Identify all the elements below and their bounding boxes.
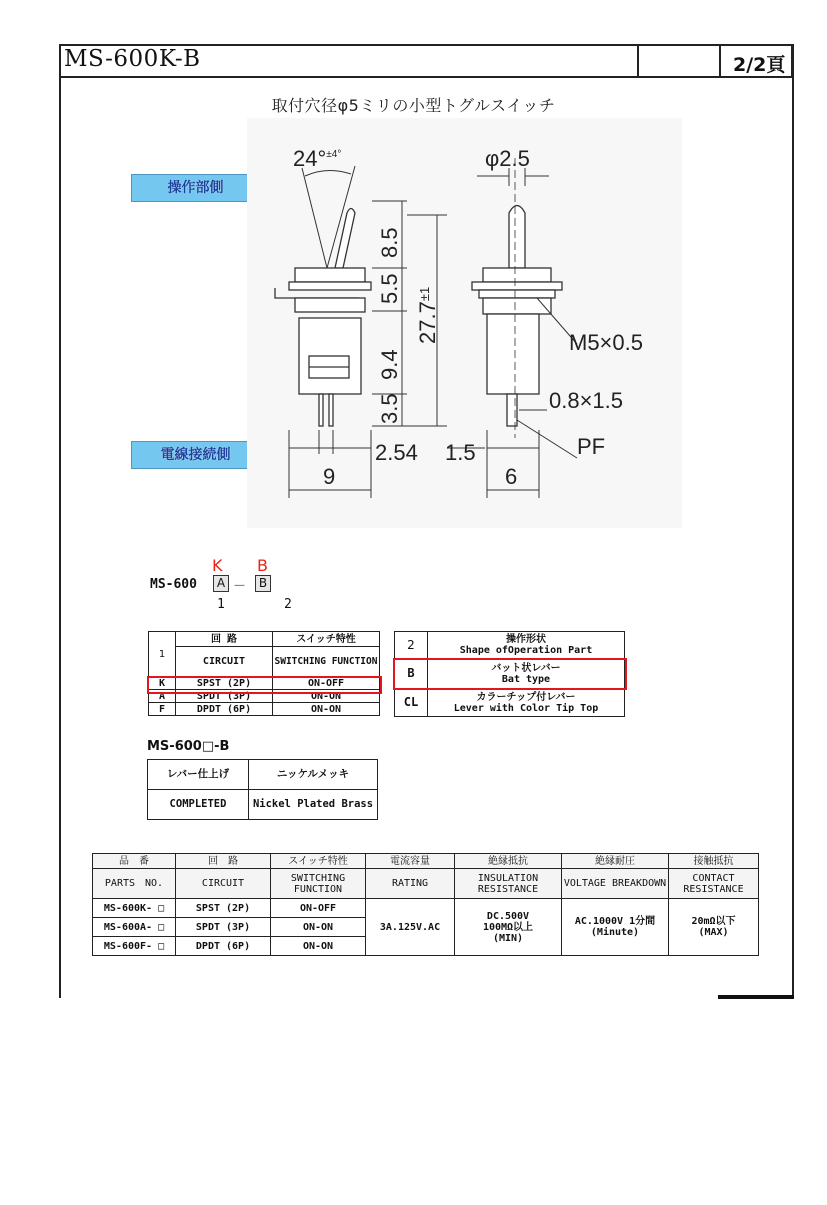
header-jp: スイッチ特性 — [271, 854, 366, 869]
part-dash: － — [233, 579, 247, 594]
row-circuit: SPST (2P) — [176, 677, 273, 690]
dim-pf: PF — [577, 434, 606, 459]
contact-value: 20mΩ以下 (MAX) — [669, 899, 759, 956]
shape-table-index: 2 — [395, 632, 428, 659]
circuit-header-en: CIRCUIT — [176, 647, 273, 677]
spec-table — [92, 853, 759, 956]
header-jp: 品 番 — [93, 854, 176, 869]
header-en: CIRCUIT — [176, 869, 271, 899]
nut-left — [295, 268, 365, 282]
row-code: A — [149, 690, 176, 703]
index-2: 2 — [284, 597, 292, 612]
page-number: 2/2頁 — [733, 54, 786, 76]
operation-side-label: 操作部側 — [131, 174, 260, 202]
product-subtitle: 取付穴径φ5ミリの小型トグルスイッチ — [271, 96, 556, 115]
rating-value: 3A.125V.AC — [366, 899, 455, 956]
lever-right — [509, 206, 525, 269]
header-en: CONTACT RESISTANCE — [669, 869, 759, 899]
nut-right — [483, 268, 551, 282]
frame-right-border — [792, 44, 794, 998]
shape-placeholder-box: B — [255, 575, 271, 592]
plating-header: ニッケルメッキ — [249, 760, 378, 790]
breakdown-value: AC.1000V 1分間(Minute) — [562, 899, 669, 956]
row-circuit: SPST (2P) — [176, 899, 271, 918]
row-function: ON-ON — [273, 690, 380, 703]
header-en: PARTS NO. — [93, 869, 176, 899]
row-circuit: SPDT (3P) — [176, 918, 271, 937]
dim-9-4: 9.4 — [377, 349, 402, 380]
function-header-en: SWITCHING FUNCTION — [273, 647, 380, 677]
finish-title: MS-600□-B — [147, 739, 230, 754]
table-row — [149, 703, 380, 716]
selected-shape-highlight — [393, 658, 627, 690]
dimension-drawing — [247, 118, 682, 528]
row-function: ON-ON — [271, 937, 366, 956]
document-title: MS-600K-B — [64, 46, 201, 72]
circuit-header-jp: 回 路 — [176, 632, 273, 647]
frame-bottom-mark — [718, 995, 794, 999]
dim-1-5: 1.5 — [445, 440, 476, 465]
header-divider — [637, 44, 639, 78]
finish-table — [147, 759, 378, 820]
table-row — [93, 899, 759, 918]
table-row — [395, 689, 625, 717]
dim-thread: M5×0.5 — [569, 330, 643, 355]
selected-shape-code: B — [257, 556, 268, 575]
row-function: ON-ON — [271, 918, 366, 937]
header-jp: 絶縁耐圧 — [562, 854, 669, 869]
dim-width-6: 6 — [505, 464, 518, 489]
shape-header-en: Shape ofOperation Part — [459, 645, 593, 656]
dim-angle: 24°$^{\pm 4^\circ}$ — [293, 146, 342, 171]
dim-width-9: 9 — [323, 464, 336, 489]
row-part: MS-600A- □ — [93, 918, 176, 937]
row-jp: バット状レバー — [491, 662, 561, 674]
shape-header-jp: 操作形状 — [506, 634, 546, 645]
wire-side-label: 電線接続側 — [131, 441, 260, 469]
row-function: ON-ON — [273, 703, 380, 716]
row-code: B — [395, 659, 428, 689]
row-part: MS-600K- □ — [93, 899, 176, 918]
row-circuit: SPDT (3P) — [176, 690, 273, 703]
row-jp: カラーチップ付レバー — [476, 691, 576, 703]
circuit-placeholder-box: A — [213, 575, 229, 592]
header-en: VOLTAGE BREAKDOWN — [562, 869, 669, 899]
row-code: K — [149, 677, 176, 690]
finish-value: COMPLETED — [148, 790, 249, 820]
frame-left-border — [59, 44, 61, 998]
header-jp: 回 路 — [176, 854, 271, 869]
dim-3-5: 3.5 — [377, 393, 402, 424]
header-divider — [719, 44, 721, 78]
header-jp: 絶縁抵抗 — [455, 854, 562, 869]
dim-27-7: $27.7^{\pm 1}$ — [415, 286, 440, 344]
circuit-table — [148, 631, 380, 716]
selected-circuit-code: K — [212, 556, 223, 575]
dim-pitch: 2.54 — [375, 440, 418, 465]
row-en: Lever with Color Tip Top — [453, 702, 599, 714]
circuit-table-index: 1 — [149, 632, 176, 677]
part-prefix: MS-600 — [150, 577, 197, 592]
header-en: INSULATION RESISTANCE — [455, 869, 562, 899]
finish-header: レバー仕上げ — [148, 760, 249, 790]
row-code: CL — [395, 689, 428, 717]
dim-5-5: 5.5 — [377, 273, 402, 304]
row-description — [428, 689, 625, 717]
selected-circuit-highlight — [147, 676, 382, 694]
row-en: Bat type — [501, 673, 551, 685]
row-code: F — [149, 703, 176, 716]
dim-terminal: 0.8×1.5 — [549, 388, 624, 413]
dim-8-5: 8.5 — [377, 227, 402, 258]
header-en: SWITCHING FUNCTION — [271, 869, 366, 899]
row-circuit: DPDT (6P) — [176, 703, 273, 716]
row-circuit: DPDT (6P) — [176, 937, 271, 956]
function-header-jp: スイッチ特性 — [273, 632, 380, 647]
row-part: MS-600F- □ — [93, 937, 176, 956]
plating-value: Nickel Plated Brass — [249, 790, 378, 820]
dim-diameter: φ2.5 — [485, 146, 530, 171]
body-right — [487, 314, 539, 394]
header-jp: 接触抵抗 — [669, 854, 759, 869]
header-jp: 電流容量 — [366, 854, 455, 869]
row-function: ON-OFF — [273, 677, 380, 690]
row-function: ON-OFF — [271, 899, 366, 918]
insulation-value: DC.500V 100MΩ以上 (MIN) — [455, 899, 562, 956]
shape-header — [428, 632, 625, 659]
index-1: 1 — [217, 597, 225, 612]
header-en: RATING — [366, 869, 455, 899]
